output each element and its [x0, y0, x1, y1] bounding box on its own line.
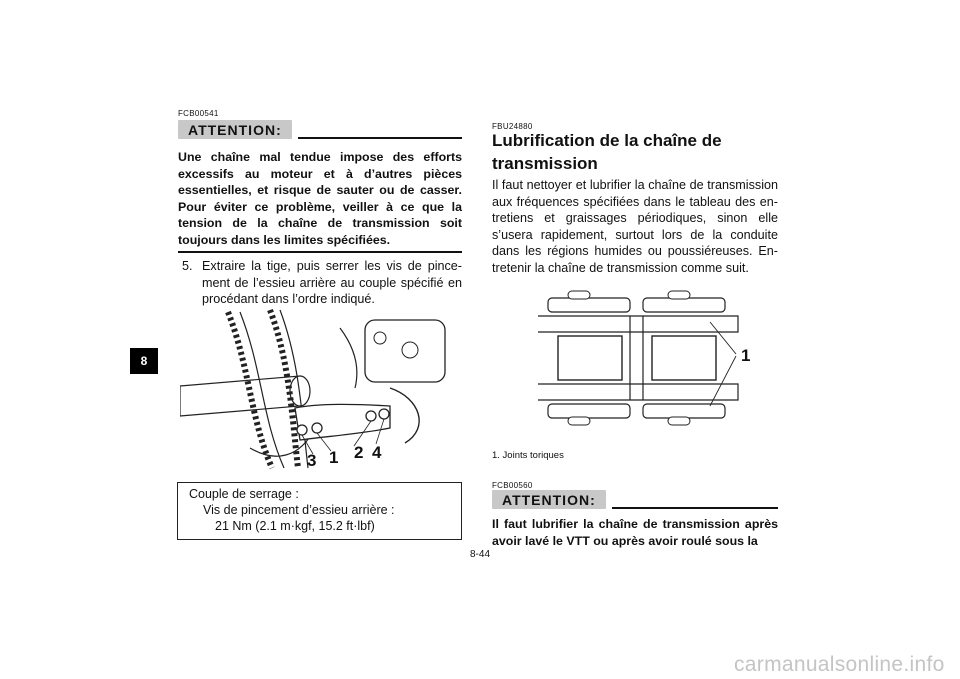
section-code: FCB00541 — [178, 109, 219, 118]
footer-watermark[interactable]: carmanualsonline.info — [734, 653, 945, 676]
attention-badge: ATTENTION: — [492, 490, 606, 509]
chain-illustration — [538, 288, 751, 430]
attention-rule — [298, 137, 462, 139]
warning-block — [178, 145, 462, 253]
body-paragraph: Il faut nettoyer et lubrifier la chaîne de transmission aux fréquences spécifiées dans le tableau des en-tretiens et graissages périodiques, sinon elle s’usera rapidement, surtout lors de la conduite dans les régions humides ou poussiéreuses. En-tretenir la chaîne de transmission comme suit. — [492, 178, 778, 275]
warning-block — [492, 516, 778, 549]
torque-title: Couple de serrage : — [189, 487, 299, 501]
torque-box — [177, 482, 462, 540]
step-number: 5. — [182, 259, 193, 273]
figure-caption: 1. Joints toriques — [492, 450, 564, 461]
attention-rule — [612, 507, 778, 509]
step-item — [182, 258, 462, 308]
page-number: 8-44 — [469, 549, 490, 560]
figure-label-1: 1 — [329, 448, 339, 467]
axle-illustration — [180, 308, 462, 478]
body-paragraph-block — [492, 177, 778, 277]
warning-text: Une chaîne mal tendue impose des efforts excessifs au moteur et à d’autres pièces essentielles, et risque de sauter ou de casser. Pour éviter ce problème, veiller à ce que la tension de la chaîne de transmission soit toujours dans les limites spécifiées. — [178, 150, 462, 247]
torque-value: 21 Nm (2.1 m·kgf, 15.2 ft·lbf) — [215, 519, 375, 533]
step-text: Extraire la tige, puis serrer les vis de pince-ment de l’essieu arrière au couple spécifié en procédant dans l’ordre indiqué. — [202, 259, 462, 307]
attention-badge: ATTENTION: — [178, 120, 292, 139]
figure-label-2: 2 — [354, 443, 364, 462]
attention-header — [178, 120, 462, 139]
section-code: FBU24880 — [492, 122, 533, 131]
figure-label-1: 1 — [741, 346, 751, 365]
section-heading: Lubrification de la chaîne de transmission — [492, 131, 722, 173]
attention-header — [492, 490, 778, 509]
section-code: FCB00560 — [492, 481, 533, 490]
figure-label-4: 4 — [372, 443, 382, 462]
torque-item: Vis de pincement d’essieu arrière : — [203, 503, 395, 517]
section-tab[interactable]: 8 — [130, 348, 158, 374]
figure-label-3: 3 — [307, 451, 317, 470]
warning-text: Il faut lubrifier la chaîne de transmission après avoir lavé le VTT ou après avoir roulé sous la — [492, 517, 778, 548]
